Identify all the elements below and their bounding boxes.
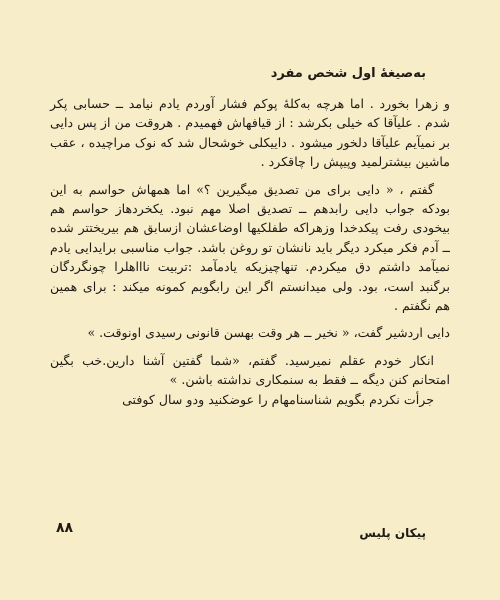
page-number: ۸۸ [56,520,74,536]
paragraph: و زهرا بخورد . اما هرچه بەکلۀ پوکم فشار آوردم یادم نیامد ــ حسابی پکر شدم . علیآقا که خیلی بکرشد : از قیافهاش فهمیدم . هروقت من از پس دایی بر نمیآیم علیآقا دلخور میشود . داییکلی خوشحال شد که نوک مراچیده ، عقب ماشین بیشترلمید وپیپش را چاقکرد . [50,96,450,170]
chapter-header: بەصیغۀ اول شخص مفرد [270,66,426,81]
paragraph: جرأت نکردم بگویم شناسنامهام را عوضکنید ودو سال کوفتی [122,391,434,407]
paragraph: گفتم ، « دایی برای من تصدیق میگیرین ؟» اما همهاش حواسم به این بودکه جواب دایی رابدهم ــ تصدیق اصلا مهم نبود. یکخردهاز حواسم هم بیخودی رفت پیکدخدا وزهراکه طفلکیها اوضاعشان ازسابق هم بیریختتر شده ــ آدم فکر میکرد دیگر باید نانشان تو روغن باشد. جواب مناسبی برایدایی یادم نمیآمد داشتم دق میکردم. تنهاچیزیکه یادمآمد :تربیت ناااهلرا چونگردگان برگنبد است، بود. ولی میدانستم اگر این رابگویم کمونه میکند : برای همین هم نگفتم . [50,181,450,314]
paragraph: دایی اردشیر گفت، « نخیر ــ هر وقت بهسن قانونی رسیدی اونوقت. » [87,325,450,341]
body-text [50,94,450,409]
running-footer-title: پیکان پلیس [359,526,426,540]
paragraph: انکار خودم عقلم نمیرسید. گفتم، «شما گفتین آشنا دارین.خب بگین امتحانم کنن دیگه ــ فقط به سنمکاری نداشته باشن. » [50,352,450,388]
